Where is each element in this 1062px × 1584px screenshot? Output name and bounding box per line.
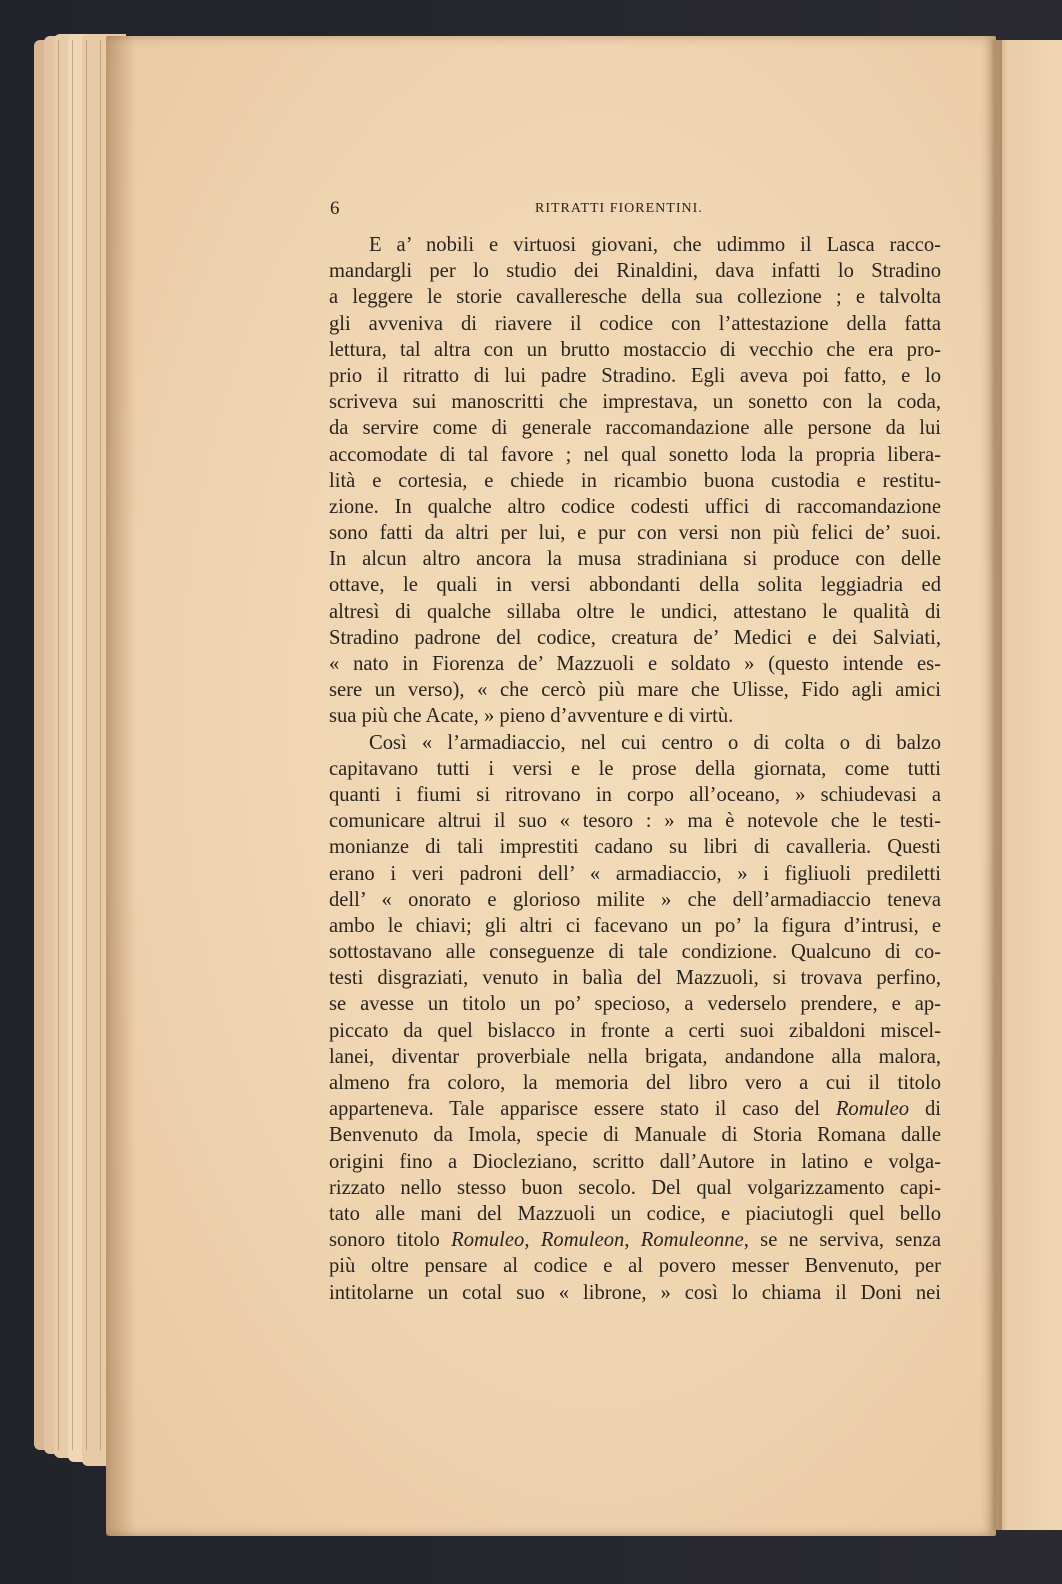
text-line: Stradino padrone del codice, creatura de’ Medici e dei Salviati,	[329, 626, 941, 649]
text-line: « nato in Fiorenza de’ Mazzuoli e soldato » (questo intende es-	[329, 653, 941, 675]
text-line: tato alle mani del Mazzuoli un codice, e piaciutogli quel bello	[329, 1202, 941, 1225]
text-line: da servire come di generale raccomandazione alle persone da lui	[329, 417, 941, 440]
text-line: mandargli per lo studio dei Rinaldini, dava infatti lo Stradino	[329, 260, 941, 283]
text-line: Così « l’armadiaccio, nel cui centro o di colta o di balzo	[369, 731, 941, 754]
text-run: di	[909, 1098, 941, 1121]
text-line: testi disgraziati, venuto in balìa del Mazzuoli, si trovava perfino,	[329, 967, 941, 990]
text-line: quanti i fiumi si ritrovano in corpo all’oceano, » schiudevasi a	[329, 783, 941, 806]
italic-title: Romuleo	[835, 1098, 910, 1121]
text-line: dell’ « onorato e glorioso milite » che dell’armadiaccio teneva	[329, 888, 941, 911]
text-line: capitavano tutti i versi e le prose della giornata, come tutti	[329, 757, 941, 780]
text-line: piccato da quel bislacco in fronte a certi suoi zibaldoni miscel-	[329, 1019, 941, 1042]
page-edge-line	[86, 40, 87, 1450]
text-line: se avesse un titolo un po’ specioso, a vederselo prendere, e ap-	[329, 993, 941, 1016]
running-head: RITRATTI FIORENTINI.	[535, 201, 703, 216]
page-edge-line	[72, 40, 73, 1450]
text-line: più oltre pensare al codice e al povero messer Benvenuto, per	[329, 1255, 941, 1278]
italic-title: Romuleo	[451, 1229, 525, 1252]
text-line: accomodate di tal favore ; nel qual sonetto loda la propria libera-	[329, 443, 941, 466]
text-line: Benvenuto da Imola, specie di Manuale di Storia Romana dalle	[329, 1124, 941, 1147]
text-line: sono fatti da altri per lui, e pur con versi non più felici de’ suoi.	[329, 522, 941, 545]
text-line: rizzato nello stesso buon secolo. Del qual volgarizzamento capi-	[329, 1176, 941, 1199]
text-line: zione. In qualche altro codice codesti uffici di raccomandazione	[329, 495, 941, 518]
text-run: ,	[624, 1229, 641, 1252]
italic-title: Romuleonne	[640, 1229, 744, 1252]
text-run: ,	[524, 1229, 541, 1252]
text-line: sottostavano alle conseguenze di tale condizione. Qualcuno di co-	[329, 941, 941, 964]
text-run: sonoro titolo	[329, 1229, 452, 1252]
text-line: comunicare altrui il suo « tesoro : » ma è notevole che le testi-	[329, 810, 941, 833]
text-run: apparteneva. Tale apparisce essere stato il caso del	[329, 1098, 836, 1121]
text-line: erano i veri padroni dell’ « armadiaccio, » i figliuoli prediletti	[329, 862, 941, 885]
text-line: E a’ nobili e virtuosi giovani, che udimmo il Lasca racco-	[369, 234, 941, 256]
binding-shadow	[990, 40, 1002, 1530]
text-line: ottave, le quali in versi abbondanti della solita leggiadria ed	[329, 574, 941, 597]
text-line: prio il ritratto di lui padre Stradino. Egli aveva poi fatto, e lo	[329, 364, 941, 387]
next-page-edge	[996, 40, 1062, 1530]
paragraph	[329, 232, 941, 730]
text-line: origini fino a Diocleziano, scritto dall’Autore in latino e volga-	[329, 1150, 941, 1173]
body-text	[329, 232, 941, 1306]
text-line	[329, 1096, 941, 1122]
page-number: 6	[330, 198, 340, 219]
page-header	[330, 198, 942, 226]
text-run: , se ne serviva, senza	[743, 1229, 941, 1252]
page-edge-line	[100, 40, 101, 1450]
text-line: gli avveniva di riavere il codice con l’attestazione della fatta	[329, 312, 941, 335]
text-line: In alcun altro ancora la musa stradiniana si produce con delle	[329, 548, 941, 571]
text-line: monianze di tali imprestiti cadano su libri di cavalleria. Questi	[329, 836, 941, 859]
text-line: a leggere le storie cavalleresche della sua collezione ; e talvolta	[329, 286, 941, 309]
page-edge-line	[58, 40, 59, 1450]
text-line	[329, 1227, 941, 1253]
text-line: sere un verso), « che cercò più mare che Ulisse, Fido agli amici	[329, 679, 941, 702]
text-line: altresì di qualche sillaba oltre le undici, attestano le qualità di	[329, 600, 941, 623]
gutter-shadow	[106, 36, 136, 1536]
text-line: sua più che Acate, » pieno d’avventure e di virtù.	[329, 705, 734, 728]
text-line: lità e cortesia, e chiede in ricambio buona custodia e restitu-	[329, 469, 941, 492]
text-line: scriveva sui manoscritti che imprestava, un sonetto con la coda,	[329, 391, 941, 414]
italic-title: Romuleon	[540, 1229, 625, 1252]
text-line: almeno fra coloro, la memoria del libro vero a cui il titolo	[329, 1072, 941, 1094]
text-line: lanei, diventar proverbiale nella brigata, andandone alla malora,	[329, 1045, 941, 1068]
text-line: ambo le chiavi; gli altri ci facevano un po’ la figura d’intrusi, e	[329, 914, 941, 937]
text-line: intitolarne un cotal suo « librone, » così lo chiama il Doni nei	[329, 1281, 941, 1304]
text-line: lettura, tal altra con un brutto mostaccio di vecchio che era pro-	[329, 338, 941, 361]
paragraph	[329, 730, 941, 1306]
